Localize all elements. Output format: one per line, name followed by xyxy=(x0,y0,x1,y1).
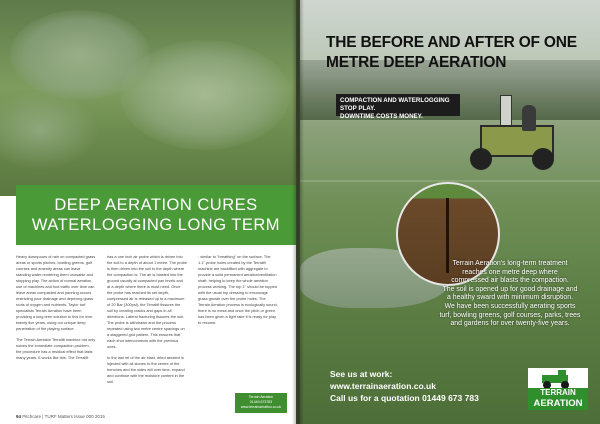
advert-body-text xyxy=(430,260,590,329)
page-number: 94 xyxy=(16,414,22,419)
body-line: We have been successfully aerating sports xyxy=(444,302,576,310)
contact-phone: 01449 673783 xyxy=(249,400,273,404)
article-column-3 xyxy=(198,254,278,331)
tractor-icon xyxy=(528,368,588,390)
call-to-action xyxy=(330,368,479,404)
paragraph: - similar to "breathing" on the surface. The 1.1" probe holes created by the Terralift machine are backfilled with aggregate to provide a solid permanent aeration/ventilation shaft, helping to keep the whole aeration process working. The top 1" should be topped with the usual top dressing to encourage grass growth over the probe holes. The Terrain Aeration process is ecologically sound, there is no mess and once the pitch or green has been given a light rake it is ready for play to resume. xyxy=(198,254,278,325)
paragraph: The Terrain Aeration Terralift machine not only solves the immediate compaction problem, the procedure has a residual effect that lasts many years. It works like this: The Terralift xyxy=(16,337,96,360)
paragraph: Heavy downpours of rain on compacted grass areas or sports pitches, bowling greens, golf courses and amenity areas can leave standing water rendering them unusable and stopping play. The action of normal aeration, use of machines and foot traffic over time can leave areas compacted and panning occurs restricting poor drainage and depriving grass roots of oxygen and nutrients. Taylor turf specialists Terrain Aeration have been providing a long term solution to this for over twenty five years, using our unique deep penetration of the playing surface. xyxy=(16,254,96,331)
standing-water xyxy=(120,40,290,150)
subhead-line-1: COMPACTION AND WATERLOGGING STOP PLAY. xyxy=(340,97,450,112)
right-page-advert xyxy=(300,0,600,424)
body-line: The soil is opened up for good drainage and xyxy=(442,285,578,293)
article-column-1 xyxy=(16,254,96,366)
cta-heading: See us at work: xyxy=(330,369,393,379)
machine-wheel xyxy=(532,148,554,170)
logo-word-aeration: AERATION xyxy=(528,398,588,410)
website-link[interactable]: www.terrainaeration.co.uk xyxy=(330,381,436,391)
waterlogged-field-photo xyxy=(0,0,296,196)
body-line: compressed air blasts the compaction. xyxy=(451,277,569,285)
article-title-line-2: WATERLOGGING LONG TERM xyxy=(31,216,281,234)
contact-website: www.terrainaeration.co.uk xyxy=(240,405,282,409)
body-line: and gardens for over twenty-five years. xyxy=(450,320,570,328)
machine-wheel xyxy=(470,148,492,170)
article-title-banner xyxy=(16,185,296,245)
article-column-2 xyxy=(107,254,187,390)
operator xyxy=(522,105,536,131)
logo-graphic xyxy=(528,368,588,390)
paragraph: In the last rel of the air blast, dried aerated is injected with all stones to the centre of the trenches and the sides will over time, expand and continue with the moisture content in the soil. xyxy=(107,355,185,384)
page-footer xyxy=(16,414,105,419)
subhead-line-2: DOWNTIME COSTS MONEY. xyxy=(340,113,423,120)
terrain-aeration-logo xyxy=(528,368,588,412)
headline-line-2: METRE DEEP AERATION xyxy=(326,54,507,71)
aeration-machine-illustration xyxy=(470,95,565,170)
quotation-phone: Call us for a quotation 01449 673 783 xyxy=(330,393,479,403)
logo-word-terrain: TERRAIN xyxy=(528,388,588,398)
standing-water xyxy=(0,90,100,170)
issue-label: Issue 000 2015 xyxy=(74,414,105,419)
advert-headline xyxy=(326,33,588,73)
headline-line-1: THE BEFORE AND AFTER OF ONE xyxy=(326,34,577,51)
paragraph: has a one inch air probe which is driven into the soil to a depth of about 1 metre. The probe is then driven into the soil to the depth where the compaction is. The air is blasted into the ground usually at compacted pan levels and at a depth where there is most need. Once the probe has reached its set depth, compressed air is released up to a maximum of 20 Bar (300psi), the Terralift fissures the soil by creating cracks and gaps in all directions. Lateral fracturing fissures the soil. The probe is withdrawn and the process repeated using two metre centre spacings on a staggered grid pattern. This ensures that each shot interconnects with the previous ones. xyxy=(107,254,187,349)
magazine-name: Pitchcare | TURF Matters xyxy=(22,414,73,419)
left-page xyxy=(0,0,296,424)
contact-box xyxy=(235,393,287,413)
advert-subhead xyxy=(336,94,460,120)
page-gutter xyxy=(292,0,304,424)
body-line: Terrain Aeration's long-term treatment xyxy=(452,260,568,267)
body-line: reaches one metre deep where xyxy=(462,268,558,276)
body-line: a healthy sward with minimum disruption. xyxy=(447,294,573,302)
article-title-line-1: DEEP AERATION CURES xyxy=(54,196,258,214)
contact-company: Terrain Aeration xyxy=(248,395,274,399)
body-line: turf, bowling greens, golf courses, parks, trees xyxy=(439,311,581,319)
